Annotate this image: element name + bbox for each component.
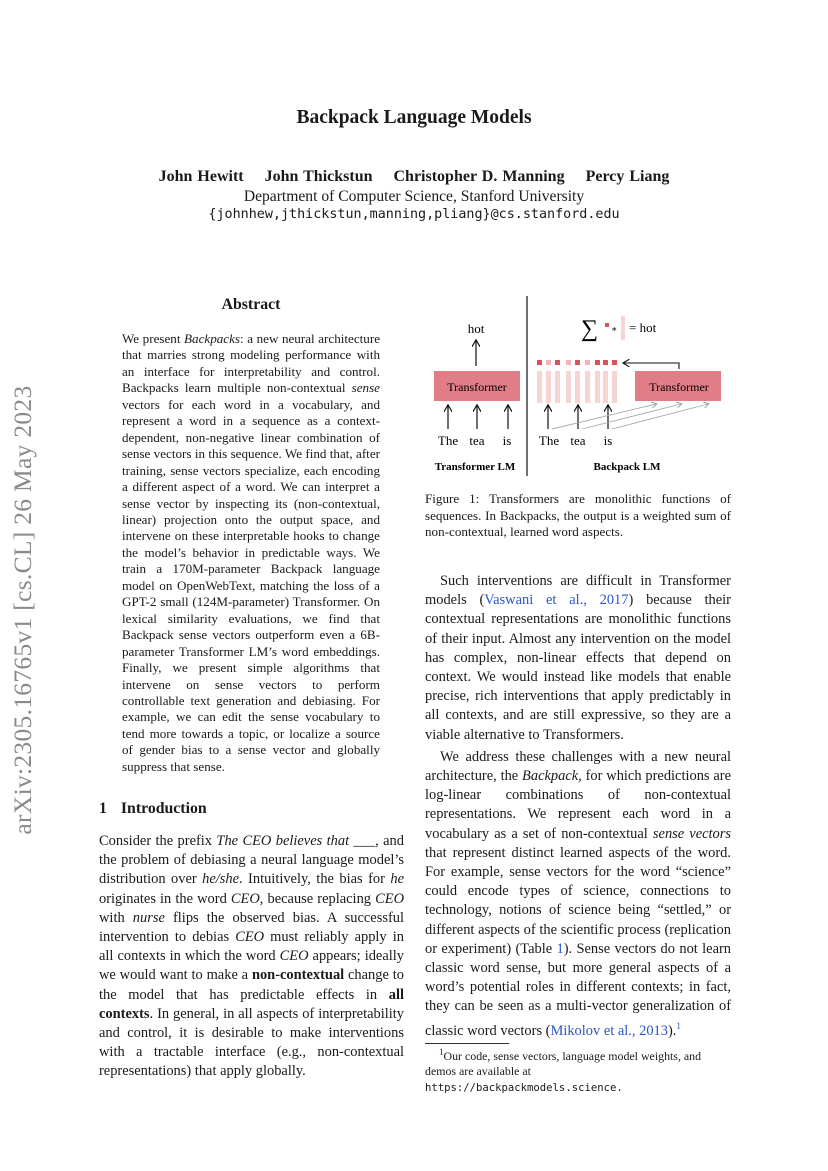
left-token: is bbox=[502, 433, 512, 448]
figure-1 bbox=[426, 296, 732, 476]
figure-1-diagram bbox=[426, 296, 732, 476]
figure-caption: Figure 1: Transformers are monolithic functions of sequences. In Backpacks, the output is a weighted sum of non-contextual, learned word aspects. bbox=[425, 491, 731, 539]
paragraph: We address these challenges with a new neural architecture, the Backpack, for which predictions are log-linear combinations of non-contextual representations. We represent each word in a vocabulary as a set of non-contextual sense vectors that represent distinct learned aspects of the word. For example, sense vectors for the word “science” could encode types of science, connections to technology, notions of science being “settled,” or different aspects of the scientific process (replication or experiment) (Table 1). Sense vectors do not learn classic word sense, but more general aspects of a word’s potential roles in different contexts; in fact, they can be seen as a multi-vector generalization of classic word vectors (Mikolov et al., 2013).$^1$ bbox=[425, 748, 731, 1039]
author-list bbox=[0, 168, 828, 186]
introduction-left-column: Consider the prefix The CEO believes that ___, and the problem of debiasing a neural language model’s distribution over he/she. Intuitively, the bias for he originates in the word CEO, because replacing CEO with nurse flips the observed bias. A successful intervention to debias CEO must reliably apply in all contexts in which the word CEO appears; ideally we would want to make a non-contextual change to the model that has predictable effects in all contexts. In general, in all aspects of interpretability and control, it is desirable to make interventions with a tractable interface (e.g., non-contextual representations) that apply globally. bbox=[99, 833, 404, 1080]
footnote-marker[interactable]: 1 bbox=[676, 1020, 681, 1031]
footnote-url[interactable]: https://backpackmodels.science. bbox=[425, 1081, 623, 1094]
left-diagram-label: Transformer LM bbox=[434, 461, 516, 473]
context-arrow bbox=[612, 404, 708, 429]
left-transformer-label: Transformer bbox=[447, 380, 507, 394]
context-arrow bbox=[552, 404, 656, 429]
sense-vector-bars bbox=[537, 371, 617, 403]
right-diagram-label: Backpack LM bbox=[593, 461, 661, 473]
right-token: The bbox=[538, 433, 560, 448]
left-token: The bbox=[437, 433, 459, 448]
right-token: is bbox=[603, 433, 613, 448]
citation-link[interactable]: Mikolov et al., 2013 bbox=[550, 1022, 668, 1039]
abstract-heading: Abstract bbox=[221, 296, 281, 313]
section-heading: 1 Introduction bbox=[99, 800, 207, 817]
abstract-body: We present Backpacks: a new neural architecture that marries strong modeling performance with an interface for interpretability and control. Backpacks learn multiple non-contextual sense vectors for each word in a vocabulary, and represent a word in a sequence as a context-dependent, non-negative linear combination of sense vectors in this sequence. We find that, after training, sense vectors specialize, each encoding a different aspect of a word. We can interpret a sense vector by inspecting its (non-contextual, linear) projection onto the output space, and intervene on these interpretable hooks to change the model’s behavior in predictable ways. We train a 170M-parameter Backpack language model on OpenWebText, matching the loss of a GPT-2 small (124M-parameter) Transformer. On lexical similarity evaluations, we find that Backpack sense vectors outperform even a 6B-parameter Transformer LM’s word embeddings. Finally, we present simple algorithms that intervene on sense vectors to perform controllable text generation and debiasing. For example, we can edit the sense vocabulary to tend more towards a topic, or localize a source of gender bias to a sense vector and globally suppress that sense. bbox=[122, 331, 381, 774]
weight-squares bbox=[537, 360, 617, 365]
introduction-right-column bbox=[425, 572, 731, 1041]
footnote: $^1$Our code, sense vectors, language model weights, and demos are available at https://backpackmodels.science. bbox=[425, 1047, 702, 1094]
sum-result: = hot bbox=[629, 320, 657, 335]
arxiv-identifier: arXiv:2305.16765v1 [cs.CL] 26 May 2023 bbox=[8, 385, 37, 835]
footnote-rule bbox=[425, 1043, 509, 1044]
weight-square bbox=[605, 323, 609, 327]
right-transformer-label: Transformer bbox=[649, 380, 709, 394]
multiply-dot: ∗ bbox=[611, 324, 618, 334]
author-name: Christopher D. Manning bbox=[393, 168, 565, 185]
author-name: John Hewitt bbox=[158, 168, 244, 185]
paragraph: Such interventions are difficult in Transformer models (Vaswani et al., 2017) because their contextual representations are monolithic functions of their input. Almost any intervention on the model has complex, non-linear effects that depend on context. We would instead like models that enable precise, rich interventions that apply predictably in all contexts, and are still expressive, so they are a viable alternative to Transformers. bbox=[425, 573, 731, 743]
sense-vector-bar bbox=[621, 316, 625, 340]
author-name: John Thickstun bbox=[264, 168, 373, 185]
context-arrow bbox=[582, 404, 681, 429]
left-output-word: hot bbox=[467, 321, 485, 336]
author-name: Percy Liang bbox=[585, 168, 670, 185]
left-token: tea bbox=[469, 433, 485, 448]
affiliation: Department of Computer Science, Stanford University bbox=[243, 188, 585, 205]
weights-arrow bbox=[624, 363, 679, 369]
citation-link[interactable]: Vaswani et al., 2017 bbox=[484, 592, 629, 609]
paper-title: Backpack Language Models bbox=[296, 107, 532, 128]
author-emails: {johnhew,jthickstun,manning,pliang}@cs.stanford.edu bbox=[208, 207, 620, 222]
table-reference-link[interactable]: 1 bbox=[556, 940, 564, 957]
sum-symbol: ∑ bbox=[581, 316, 599, 342]
right-token: tea bbox=[570, 433, 586, 448]
